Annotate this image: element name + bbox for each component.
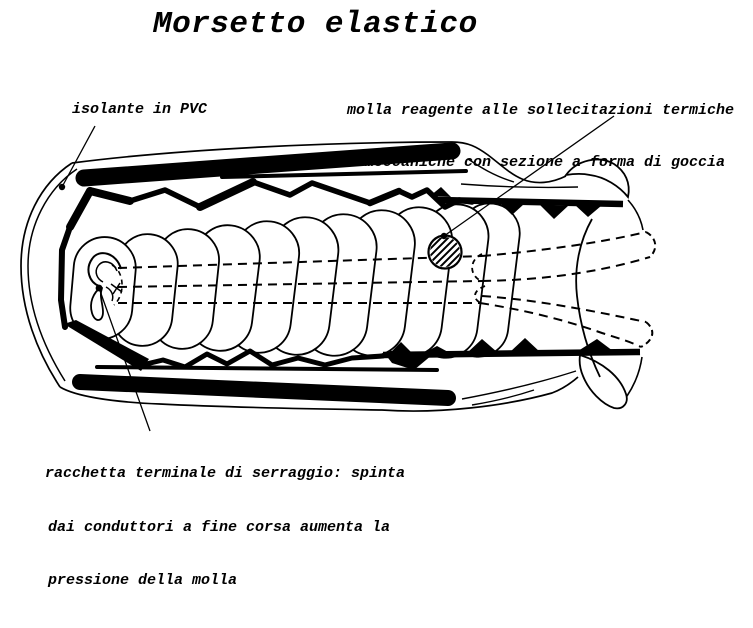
bottom-thin-bar bbox=[97, 367, 437, 370]
label-terminal-line3: pressione della molla bbox=[48, 572, 238, 589]
label-terminal bbox=[45, 436, 405, 627]
label-terminal-line1: racchetta terminale di serraggio: spinta bbox=[45, 465, 406, 482]
lower-conductor-end-cap bbox=[641, 322, 652, 347]
label-spring-line1: molla reagente alle sollecitazioni termiche bbox=[347, 102, 735, 119]
label-insulation: isolante in PVC bbox=[72, 101, 208, 118]
insulation-leader-dot bbox=[59, 184, 65, 190]
upper-conductor-end-cap bbox=[646, 232, 655, 257]
terminal-leader-dot bbox=[96, 285, 103, 292]
bottom-rail-wedge bbox=[385, 354, 432, 370]
label-spring bbox=[347, 73, 734, 207]
bottom-flare-crescent bbox=[580, 355, 627, 408]
label-terminal-line2: dai conduttori a fine corsa aumenta la bbox=[48, 518, 391, 536]
left-rim-inner bbox=[28, 169, 77, 381]
label-spring-line2: e meccaniche con sezione a forma di goccia bbox=[347, 154, 726, 171]
diagram-title: Morsetto elastico bbox=[153, 7, 478, 42]
bottom-rail bbox=[383, 352, 640, 355]
spring-leader-dot bbox=[441, 233, 447, 239]
